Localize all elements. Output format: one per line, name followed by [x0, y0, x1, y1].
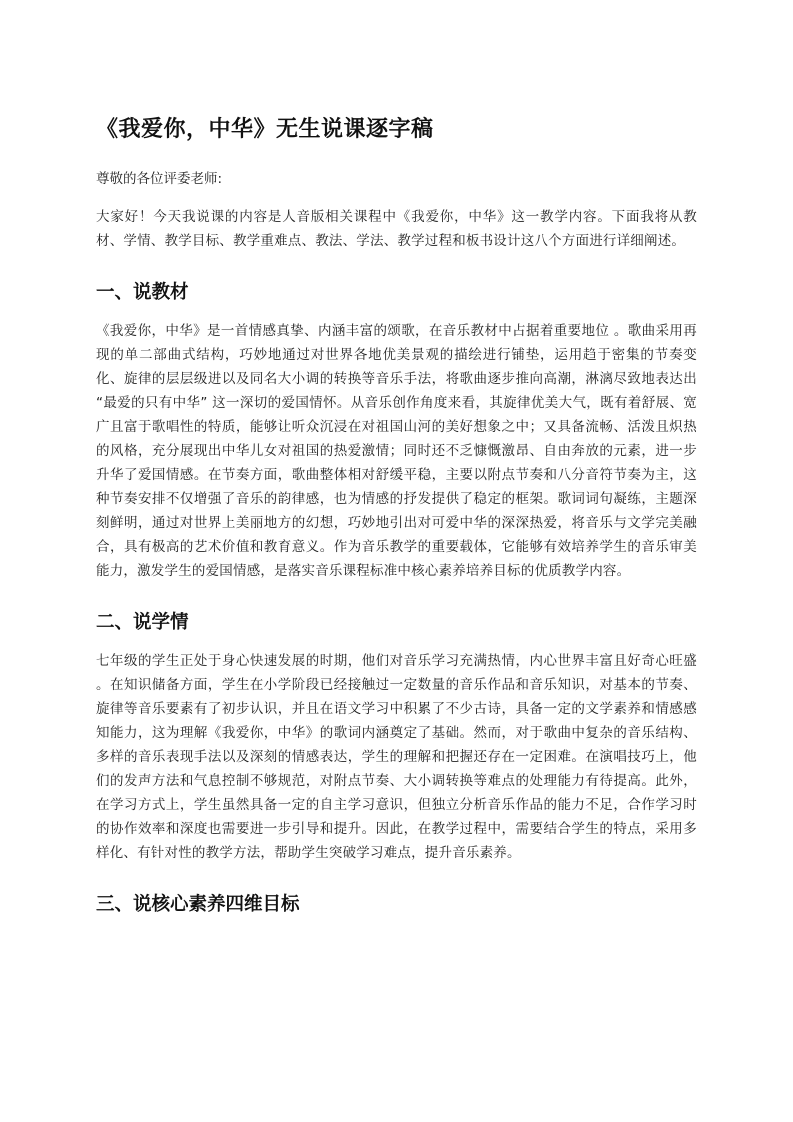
section-heading-learners: 二、说学情 [96, 611, 189, 633]
intro-paragraph: 大家好！今天我说课的内容是人音版相关课程中《我爱你，中华》这一教学内容。下面我将从教材、学情、教学目标、教学重难点、教法、学法、教学过程和板书设计这八个方面进行详细阐述。 [96, 208, 697, 249]
section-heading-textbook: 一、说教材 [96, 281, 189, 303]
section-body-textbook: 《我爱你，中华》是一首情感真挚、内涵丰富的颂歌，在音乐教材中占据着重要地位 。歌曲采用再现的单二部曲式结构，巧妙地通过对世界各地优美景观的描绘进行铺垫，运用趋于密集的节奏变化、旋律的层层级进以及同名大小调的转换等音乐手法，将歌曲逐步推向高潮，淋漓尽致地表达出 “最爱的只有中华” 这一深切的爱国情怀。从音乐创作角度来看，其旋律优美大气，既有着舒展、宽广且富于歌唱性的特质，能够让听众沉浸在对祖国山河的美好想象之中；又具备流畅、活泼且炽热的风格，充分展现出中华儿女对祖国的热爱激情；同时还不乏慷慨激昂、自由奔放的元素，进一步升华了爱国情感。在节奏方面，歌曲整体相对舒缓平稳，主要以附点节奏和八分音符节奏为主，这种节奏安排不仅增强了音乐的韵律感，也为情感的抒发提供了稳定的框架。歌词词句凝练，主题深刻鲜明，通过对世界上美丽地方的幻想，巧妙地引出对可爱中华的深深热爱，将音乐与文学完美融合，具有极高的艺术价值和教育意义。作为音乐教学的重要载体，它能够有效培养学生的音乐审美能力，激发学生的爱国情感，是落实音乐课程标准中核心素养培养目标的优质教学内容。 [96, 322, 697, 579]
salutation: 尊敬的各位评委老师: [96, 170, 223, 187]
document-title: 《我爱你，中华》无生说课逐字稿 [96, 117, 434, 142]
section-body-learners: 七年级的学生正处于身心快速发展的时期，他们对音乐学习充满热情，内心世界丰富且好奇心旺盛 。在知识储备方面，学生在小学阶段已经接触过一定数量的音乐作品和音乐知识，对基本的节奏、旋律等音乐要素有了初步认识，并且在语文学习中积累了不少古诗，具备一定的文学素养和情感感知能力，这为理解《我爱你，中华》的歌词内涵奠定了基础。然而，对于歌曲中复杂的音乐结构、多样的音乐表现手法以及深刻的情感表达，学生的理解和把握还存在一定困难。在演唱技巧上，他们的发声方法和气息控制不够规范，对附点节奏、大小调转换等难点的处理能力有待提高。此外，在学习方式上，学生虽然具备一定的自主学习意识，但独立分析音乐作品的能力不足，合作学习时的协作效率和深度也需要进一步引导和提升。因此，在教学过程中，需要结合学生的特点，采用多样化、有针对性的教学方法，帮助学生突破学习难点，提升音乐素养。 [96, 652, 697, 861]
section-heading-objectives: 三、说核心素养四维目标 [96, 893, 300, 915]
